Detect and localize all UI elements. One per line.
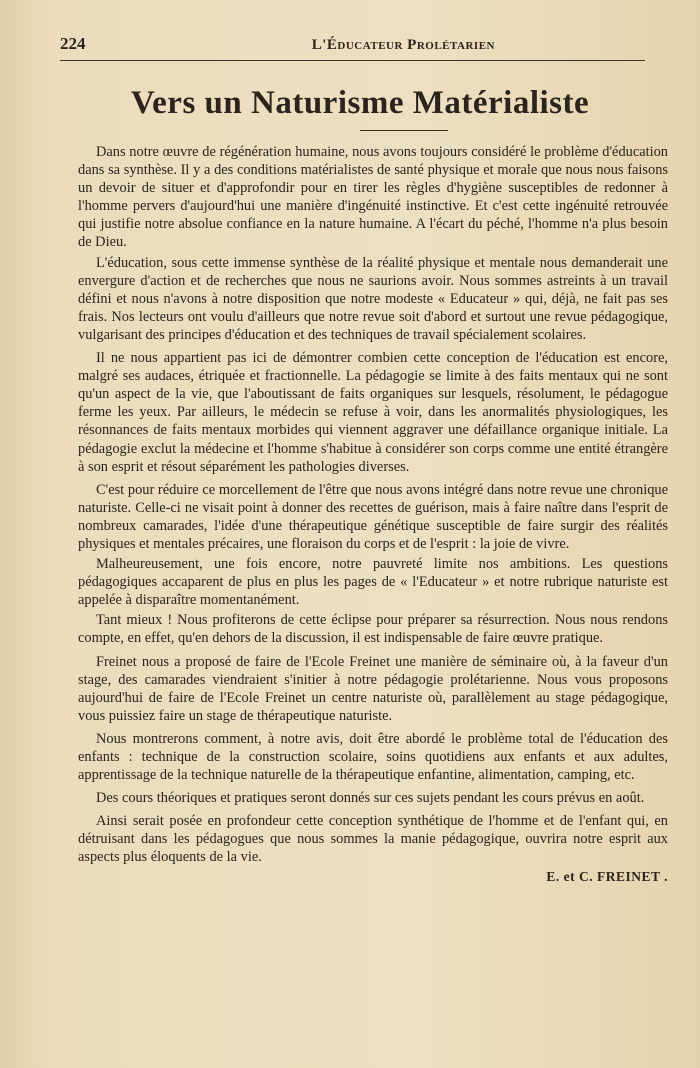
- paragraph: Il ne nous appartient pas ici de démontrer combien cette conception de l'éducation est encore, malgré ses audaces, étriquée et fractionnelle. La pédagogie se limite à des faits mentaux qui ne sont qu'un aspect de la vie, que l'aboutissant de faits organiques sur lesquels, résolument, le pédagogue ferme les yeux. Par ailleurs, le médecin se refuse à voir, dans les anormalités physiologiques, les résonnances de faits mentaux morbides qui viennent aggraver une défaillance organique initiale. La pédagogie exclut la médecine et l'homme s'habitue à considérer son corps comme une entité étrangère à son esprit et résout séparément les pathologies diverses.: [78, 350, 668, 475]
- paragraph: C'est pour réduire ce morcellement de l'être que nous avons intégré dans notre revue une chronique naturiste. Celle-ci ne visait point à donner des recettes de guérison, mais à faire naître dans l'esprit de nombreux camarades, l'idée d'une thérapeutique génétique susceptible de faire surgir des réalités physiques et mentales précaires, une floraison du corps et de l'esprit : la joie de vivre.: [78, 481, 668, 552]
- paragraph: Freinet nous a proposé de faire de l'Ecole Freinet une manière de séminaire où, à la faveur d'un stage, des camarades viendraient s'initier à notre pédagogie prolétarienne. Nous vous proposons aujourd'hui de faire de l'Ecole Freinet un centre naturiste où, parallèlement au stage pédagogique, vous puissiez faire un stage de thérapeutique naturiste.: [78, 653, 668, 724]
- page-number: 224: [60, 34, 86, 53]
- title-underline: [360, 130, 448, 131]
- paragraph: Des cours théoriques et pratiques seront donnés sur ces sujets pendant les cours prévus en août.: [96, 790, 645, 807]
- paragraph: Ainsi serait posée en profondeur cette conception synthétique de l'homme et de l'enfant qui, en détruisant dans les pédagogues que nous sommes la manie pédagogique, ouvrira notre esprit aux aspects plus éloquents de la vie.: [78, 813, 668, 866]
- article-title: Vers un Naturisme Matérialiste: [130, 85, 590, 121]
- page-header: [60, 34, 645, 61]
- paragraph: Tant mieux ! Nous profiterons de cette éclipse pour préparer sa résurrection. Nous nous rendons compte, en effet, qu'en dehors de la discussion, il est indispensable de faire œuvre pratique.: [78, 612, 668, 647]
- paragraph: Nous montrerons comment, à notre avis, doit être abordé le problème total de l'éducation des enfants : technique de la construction scolaire, soins quotidiens aux enfants et aux adultes, apprentissage de la technique naturelle de la thérapeutique enfantine, alimentation, camping, etc.: [78, 730, 668, 784]
- signature: E. et C. FREINET .: [546, 868, 668, 884]
- article-body: [78, 143, 668, 867]
- paragraph: Malheureusement, une fois encore, notre pauvreté limite nos ambitions. Les questions pédagogiques accaparent de plus en plus les pages de « l'Educateur » et notre rubrique naturiste est appelée à disparaître momentanément.: [78, 556, 668, 609]
- paragraph: L'éducation, sous cette immense synthèse de la réalité physique et mentale nous demanderait une envergure d'action et de recherches que nous ne saurions avoir. Nous sommes astreints à un travail défini et nous n'avons à notre disposition que notre modeste « Educateur » qui, déjà, ne fait pas ses frais. Nos lecteurs ont voulu d'ailleurs que notre revue soit d'abord et surtout une revue pédagogique, vulgarisant des principes d'éducation et des techniques de travail spécialement scolaires.: [78, 254, 668, 343]
- journal-title: L'Éducateur Prolétarien: [311, 37, 495, 53]
- paragraph: Dans notre œuvre de régénération humaine, nous avons toujours considéré le problème d'éducation dans sa synthèse. Il y a des conditions matérialistes de santé physique et morale que nous nous faisons un devoir de situer et d'approfondir pour en tirer les règles d'hygiène susceptibles de redonner à l'homme pervers d'aujourd'hui une manière d'ingénuité instinctive. Et c'est cette ingénuité retrouvée qui justifie notre absolue confiance en la nature humaine. A l'écart du péché, l'homme n'a plus besoin de Dieu.: [78, 144, 668, 251]
